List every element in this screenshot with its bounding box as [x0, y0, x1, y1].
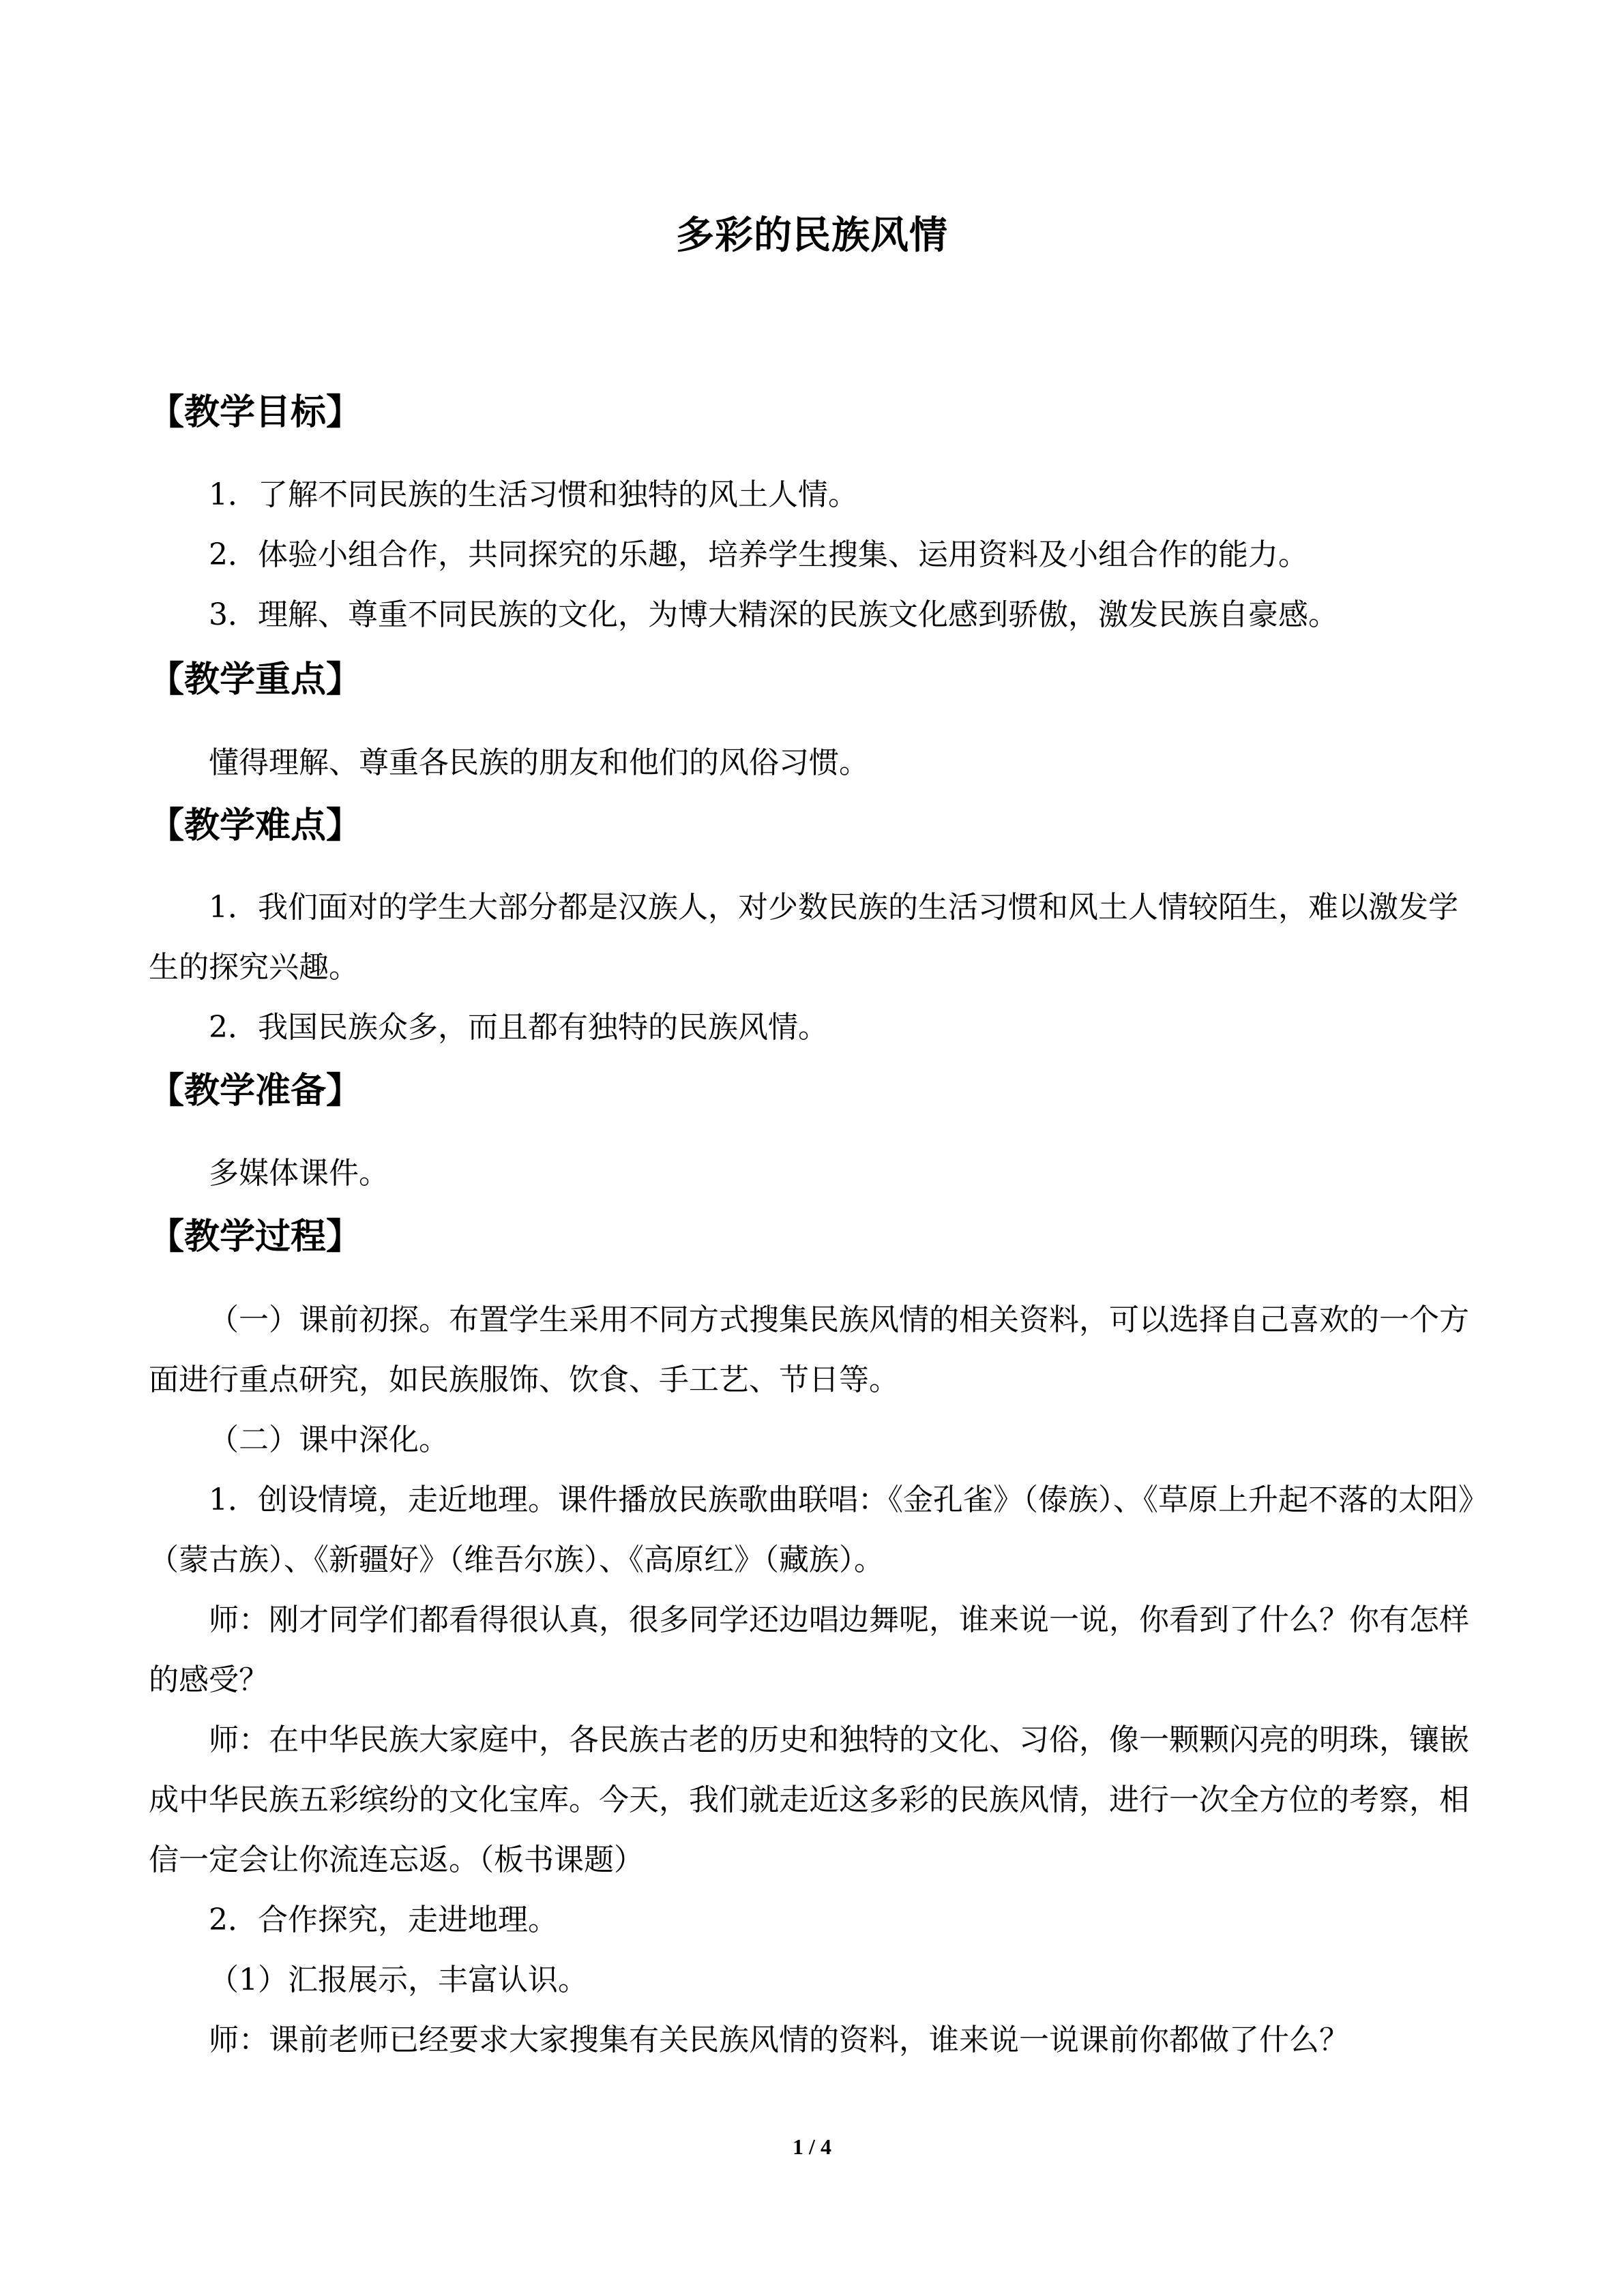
process-item-8: 师：课前老师已经要求大家搜集有关民族风情的资料，谁来说一说课前你都做了什么？ [209, 2023, 1349, 2057]
page-number: 1 / 4 [793, 2134, 831, 2159]
process-item-6: 2．合作探究，走进地理。 [209, 1903, 558, 1937]
preparation-item-1: 多媒体课件。 [209, 1156, 389, 1191]
difficulty-item-2: 2．我国民族众多，而且都有独特的民族风情。 [209, 1010, 828, 1045]
process-item-2: （二）课中深化。 [209, 1422, 449, 1457]
key-point-item-1: 懂得理解、尊重各民族的朋友和他们的风俗习惯。 [209, 745, 869, 780]
page-title: 多彩的民族风情 [676, 213, 948, 258]
process-item-3: 1．创设情境，走近地理。课件播放民族歌曲联唱：《金孔雀》（傣族）、《草原上升起不落的太阳》（蒙古族）、《新疆好》（维吾尔族）、《高原红》（藏族）。 [149, 1482, 1473, 1577]
section-heading-preparation: 【教学准备】 [149, 1070, 362, 1112]
difficulty-item-1: 1．我们面对的学生大部分都是汉族人，对少数民族的生活习惯和风土人情较陌生，难以激发学生的探究兴趣。 [149, 890, 1458, 985]
goal-item-3: 3．理解、尊重不同民族的文化，为博大精深的民族文化感到骄傲，激发民族自豪感。 [209, 597, 1338, 632]
process-item-5: 师：在中华民族大家庭中，各民族古老的历史和独特的文化、习俗，像一颗颗闪亮的明珠，镶嵌成中华民族五彩缤纷的文化宝库。今天，我们就走近这多彩的民族风情，进行一次全方位的考察，相信一定会让你流连忘返。（板书课题） [149, 1723, 1469, 1877]
section-heading-goals: 【教学目标】 [149, 391, 362, 433]
process-item-7: （1）汇报展示，丰富认识。 [209, 1963, 588, 1997]
section-heading-key-points: 【教学重点】 [149, 659, 362, 700]
section-heading-process: 【教学过程】 [149, 1216, 362, 1257]
goal-item-2: 2．体验小组合作，共同探究的乐趣，培养学生搜集、运用资料及小组合作的能力。 [209, 537, 1308, 572]
process-item-1: （一）课前初探。布置学生采用不同方式搜集民族风情的相关资料，可以选择自己喜欢的一个方面进行重点研究，如民族服饰、饮食、手工艺、节日等。 [149, 1302, 1469, 1397]
section-heading-difficulties: 【教学难点】 [149, 805, 362, 846]
goal-item-1: 1．了解不同民族的生活习惯和独特的风土人情。 [209, 477, 858, 512]
process-item-4: 师：刚才同学们都看得很认真，很多同学还边唱边舞呢，谁来说一说，你看到了什么？你有怎样的感受？ [149, 1602, 1469, 1697]
